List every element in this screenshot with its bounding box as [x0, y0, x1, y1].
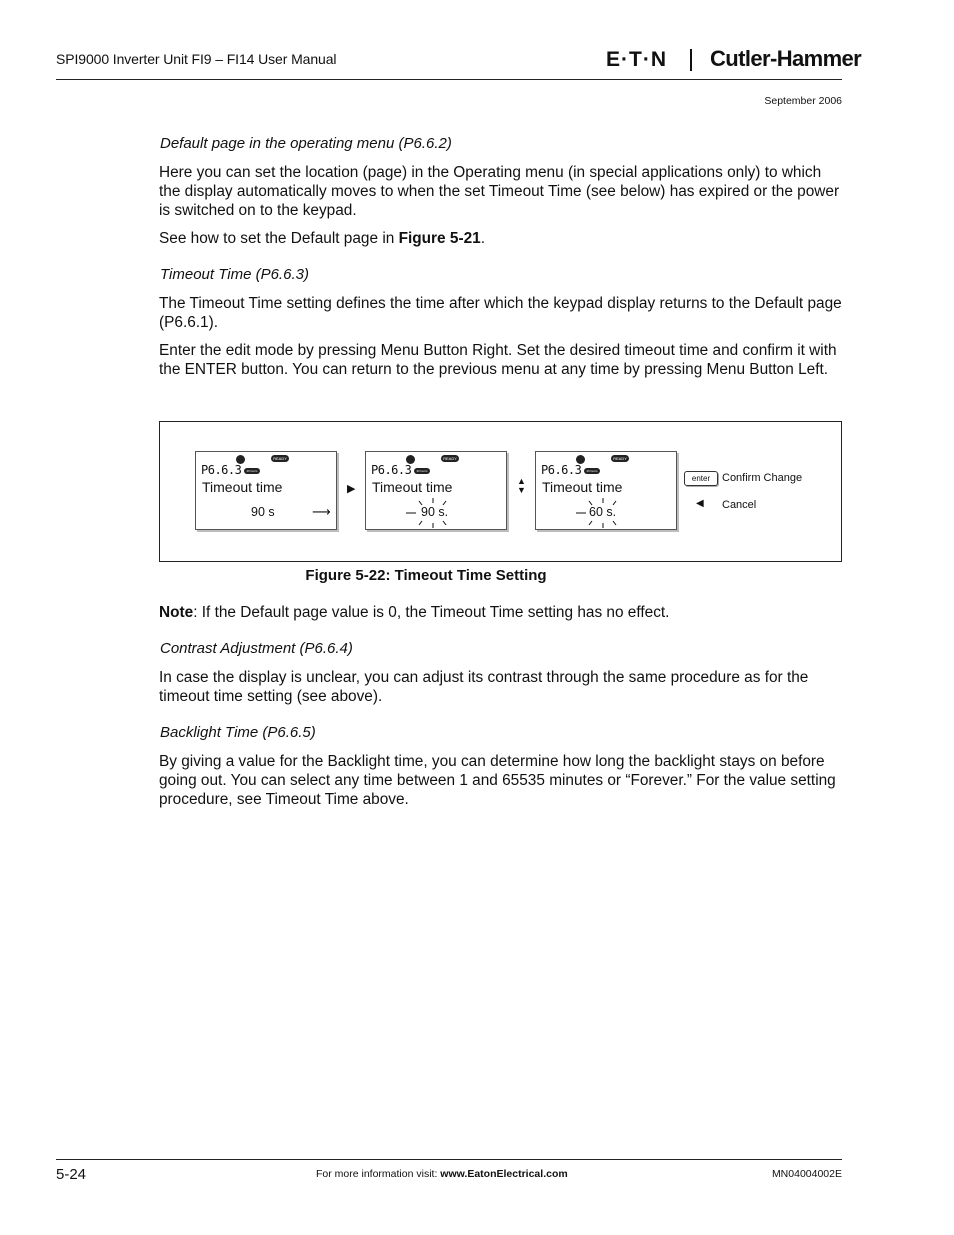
keypad-screen-3	[535, 451, 677, 530]
parameter-name: Timeout time	[202, 479, 283, 495]
keypad-screen-2	[365, 451, 507, 530]
paragraph-backlight: By giving a value for the Backlight time, you can determine how long the backlight stays on before going out. You can select any time between 1 and 65535 minutes or “Forever.” For the value setting procedure, see Timeout Time above.	[159, 753, 836, 808]
parameter-code: P6.6.3	[371, 463, 412, 477]
heading-contrast: Contrast Adjustment (P6.6.4)	[160, 640, 353, 657]
document-title: SPI9000 Inverter Unit FI9 – FI14 User Manual	[56, 51, 337, 67]
footer-info	[316, 1168, 568, 1180]
ref-suffix: .	[480, 230, 485, 247]
parameter-name: Timeout time	[372, 479, 453, 495]
ready-badge: READY	[271, 455, 289, 462]
heading-backlight: Backlight Time (P6.6.5)	[160, 724, 316, 741]
arrow-right-icon: ⟶	[312, 504, 331, 519]
parameter-value: 90 s	[251, 505, 275, 519]
footer-info-prefix: For more information visit:	[316, 1168, 441, 1180]
enter-key-icon: enter	[684, 471, 718, 486]
parameter-name: Timeout time	[542, 479, 623, 495]
website-link[interactable]: www.EatonElectrical.com	[440, 1168, 568, 1180]
figure-caption: Figure 5-22: Timeout Time Setting	[305, 567, 547, 584]
note-text: : If the Default page value is 0, the Timeout Time setting has no effect.	[193, 604, 670, 621]
paragraph-timeout-2: Enter the edit mode by pressing Menu Button Right. Set the desired timeout time and confirm it with the ENTER button. You can return to the previous menu at any time by pressing Menu Button Left.	[159, 342, 837, 378]
note-paragraph	[159, 603, 843, 622]
up-down-icon: ▲ ▼	[517, 476, 526, 495]
eaton-logo: E·T·N	[606, 48, 667, 71]
legend-confirm: Confirm Change	[722, 472, 803, 484]
ready-badge: READY	[611, 455, 629, 462]
legend-cancel: Cancel	[722, 499, 757, 511]
heading-timeout: Timeout Time (P6.6.3)	[160, 266, 309, 283]
paragraph-timeout-1: The Timeout Time setting defines the time after which the keypad display returns to the Default page (P6.6.1).	[159, 295, 842, 331]
note-label: Note	[159, 604, 194, 621]
figure-ref-link: Figure 5-21	[398, 230, 481, 247]
logo-divider	[690, 49, 692, 71]
paragraph-contrast: In case the display is unclear, you can adjust its contrast through the same procedure as for the timeout time setting (see above).	[159, 669, 809, 705]
heading-default-page: Default page in the operating menu (P6.6.2)	[160, 135, 452, 152]
menu-right-icon: ▶	[347, 483, 356, 495]
ready-badge: READY	[441, 455, 459, 462]
footer-rule	[56, 1159, 842, 1160]
document-number: MN04004002E	[771, 1168, 842, 1180]
parameter-code: P6.6.3	[541, 463, 582, 477]
control-place-badge: I/O term	[414, 468, 430, 474]
cutler-hammer-logo: Cutler-Hammer	[710, 46, 862, 71]
paragraph-default-page-ref	[159, 229, 843, 248]
parameter-value: 60 s.	[589, 505, 617, 519]
control-place-badge: I/O term	[244, 468, 260, 474]
header-rule	[56, 79, 842, 80]
figure-frame	[159, 421, 842, 562]
paragraph-default-page: Here you can set the location (page) in the Operating menu (in special applications only) to which the display automatically moves to when the set Timeout Time (see below) has expired or the power is switched on to the keypad.	[159, 164, 840, 219]
page-number: 5-24	[56, 1166, 87, 1183]
menu-left-icon: ◀	[696, 498, 704, 509]
parameter-value: 90 s.	[421, 505, 449, 519]
keypad-screen-1	[195, 451, 337, 530]
ref-prefix: See how to set the Default page in	[159, 230, 399, 247]
control-place-badge: I/O term	[584, 468, 600, 474]
parameter-code: P6.6.3	[201, 463, 242, 477]
header-date: September 2006	[764, 95, 842, 107]
